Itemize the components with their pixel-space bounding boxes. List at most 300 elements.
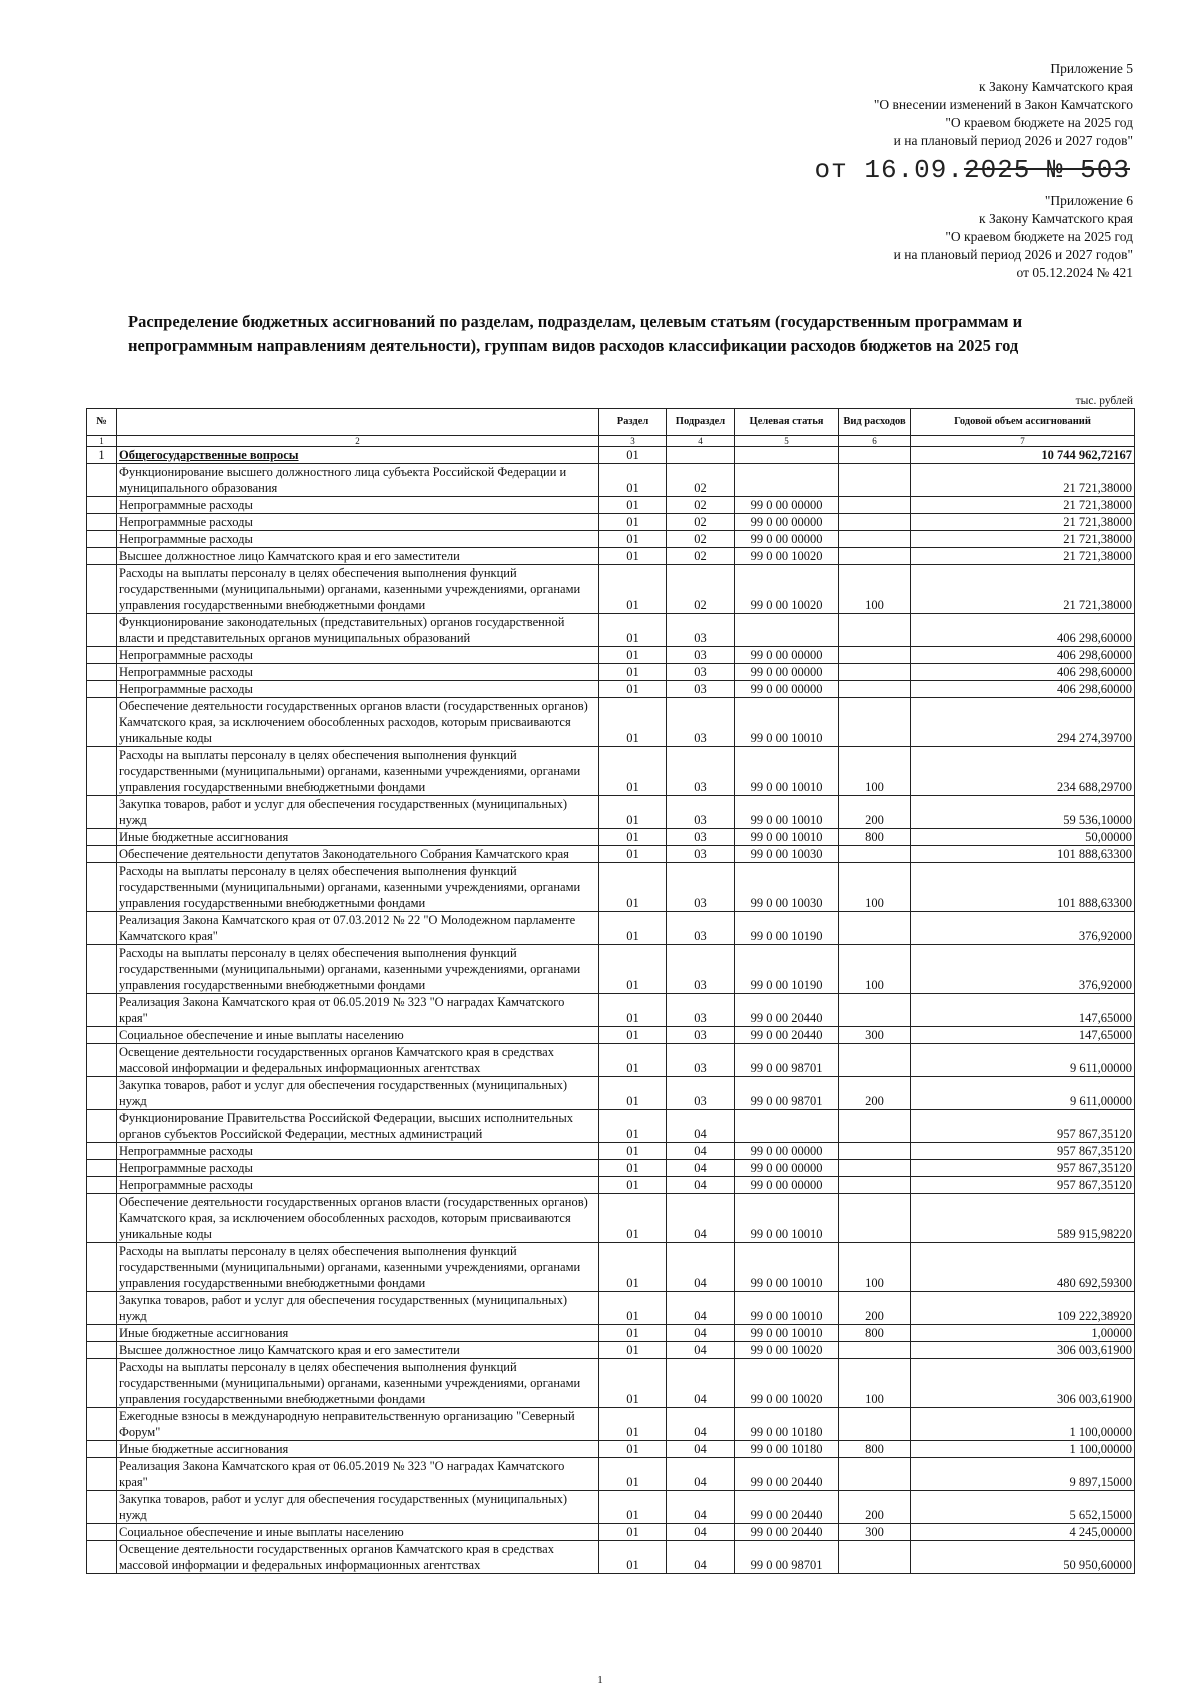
table-row <box>87 497 1135 514</box>
row-amount-cell: 21 721,38000 <box>911 464 1135 497</box>
header-line: к Закону Камчатского края <box>979 79 1133 94</box>
row-razdel-cell: 01 <box>599 1110 667 1143</box>
row-podrazdel-cell: 04 <box>667 1491 735 1524</box>
units-label: тыс. рублей <box>1075 395 1133 407</box>
row-number-cell <box>87 1359 117 1408</box>
row-number-cell <box>87 1027 117 1044</box>
index-cell: 4 <box>667 436 735 447</box>
row-name-cell: Непрограммные расходы <box>117 514 599 531</box>
row-vid-cell: 300 <box>839 1524 911 1541</box>
row-amount-cell: 957 867,35120 <box>911 1110 1135 1143</box>
table-row <box>87 747 1135 796</box>
row-number-cell <box>87 1292 117 1325</box>
row-razdel-cell: 01 <box>599 1044 667 1077</box>
row-vid-cell <box>839 514 911 531</box>
row-number-cell <box>87 565 117 614</box>
row-amount-cell: 9 897,15000 <box>911 1458 1135 1491</box>
budget-table-container <box>86 408 1134 1574</box>
row-name-cell: Расходы на выплаты персоналу в целях обеспечения выполнения функций государственными (муниципальными) органами, казенными учреждениями, органами управления государственными внебюджетными фондами <box>117 747 599 796</box>
row-statya-cell: 99 0 00 10010 <box>735 1194 839 1243</box>
row-amount-cell: 101 888,63300 <box>911 863 1135 912</box>
row-name-cell: Социальное обеспечение и иные выплаты населению <box>117 1524 599 1541</box>
row-statya-cell <box>735 447 839 464</box>
row-vid-cell: 800 <box>839 1441 911 1458</box>
table-row <box>87 698 1135 747</box>
row-vid-cell: 100 <box>839 863 911 912</box>
row-amount-cell: 1,00000 <box>911 1325 1135 1342</box>
row-number-cell <box>87 863 117 912</box>
row-razdel-cell: 01 <box>599 1458 667 1491</box>
row-amount-cell: 306 003,61900 <box>911 1342 1135 1359</box>
table-row <box>87 796 1135 829</box>
row-vid-cell: 300 <box>839 1027 911 1044</box>
row-name-cell: Иные бюджетные ассигнования <box>117 829 599 846</box>
row-statya-cell: 99 0 00 10030 <box>735 846 839 863</box>
row-podrazdel-cell: 03 <box>667 698 735 747</box>
row-statya-cell: 99 0 00 10010 <box>735 796 839 829</box>
table-row <box>87 1160 1135 1177</box>
row-podrazdel-cell: 04 <box>667 1243 735 1292</box>
row-razdel-cell: 01 <box>599 447 667 464</box>
row-statya-cell <box>735 464 839 497</box>
table-row <box>87 1177 1135 1194</box>
table-row <box>87 1044 1135 1077</box>
row-razdel-cell: 01 <box>599 1359 667 1408</box>
row-amount-cell: 406 298,60000 <box>911 647 1135 664</box>
row-name-cell: Общегосударственные вопросы <box>117 447 599 464</box>
row-vid-cell <box>839 1160 911 1177</box>
row-name-cell: Непрограммные расходы <box>117 1160 599 1177</box>
row-amount-cell: 480 692,59300 <box>911 1243 1135 1292</box>
row-razdel-cell: 01 <box>599 863 667 912</box>
row-statya-cell: 99 0 00 10020 <box>735 1359 839 1408</box>
row-amount-cell: 1 100,00000 <box>911 1408 1135 1441</box>
row-name-cell: Реализация Закона Камчатского края от 07.03.2012 № 22 "О Молодежном парламенте Камчатского края" <box>117 912 599 945</box>
row-vid-cell <box>839 447 911 464</box>
row-razdel-cell: 01 <box>599 994 667 1027</box>
row-podrazdel-cell: 03 <box>667 846 735 863</box>
table-row <box>87 829 1135 846</box>
index-cell: 5 <box>735 436 839 447</box>
index-cell: 7 <box>911 436 1135 447</box>
row-name-cell: Расходы на выплаты персоналу в целях обеспечения выполнения функций государственными (муниципальными) органами, казенными учреждениями, органами управления государственными внебюджетными фондами <box>117 1359 599 1408</box>
row-statya-cell: 99 0 00 10020 <box>735 548 839 565</box>
row-razdel-cell: 01 <box>599 1524 667 1541</box>
row-vid-cell: 200 <box>839 1077 911 1110</box>
row-name-cell: Обеспечение деятельности государственных органов власти (государственных органов) Камчатского края, за исключением обособленных расходов, которым присваиваются уникальные коды <box>117 698 599 747</box>
row-amount-cell: 21 721,38000 <box>911 514 1135 531</box>
row-razdel-cell: 01 <box>599 1143 667 1160</box>
table-row <box>87 1524 1135 1541</box>
row-vid-cell: 100 <box>839 945 911 994</box>
table-row <box>87 647 1135 664</box>
row-statya-cell: 99 0 00 98701 <box>735 1044 839 1077</box>
row-statya-cell: 99 0 00 00000 <box>735 1143 839 1160</box>
row-razdel-cell: 01 <box>599 647 667 664</box>
table-header-row <box>87 409 1135 436</box>
row-podrazdel-cell: 03 <box>667 1027 735 1044</box>
row-statya-cell: 99 0 00 20440 <box>735 1491 839 1524</box>
row-podrazdel-cell: 04 <box>667 1441 735 1458</box>
row-number-cell <box>87 1342 117 1359</box>
row-amount-cell: 294 274,39700 <box>911 698 1135 747</box>
row-razdel-cell: 01 <box>599 514 667 531</box>
row-statya-cell: 99 0 00 10190 <box>735 912 839 945</box>
row-razdel-cell: 01 <box>599 1441 667 1458</box>
table-row <box>87 1194 1135 1243</box>
row-razdel-cell: 01 <box>599 531 667 548</box>
row-statya-cell: 99 0 00 00000 <box>735 681 839 698</box>
row-vid-cell: 100 <box>839 565 911 614</box>
row-vid-cell <box>839 994 911 1027</box>
row-number-cell <box>87 647 117 664</box>
row-razdel-cell: 01 <box>599 846 667 863</box>
row-number-cell <box>87 829 117 846</box>
row-vid-cell <box>839 698 911 747</box>
row-number-cell <box>87 994 117 1027</box>
row-number-cell <box>87 846 117 863</box>
row-amount-cell: 21 721,38000 <box>911 548 1135 565</box>
table-row <box>87 863 1135 912</box>
row-number-cell <box>87 1110 117 1143</box>
row-podrazdel-cell: 04 <box>667 1342 735 1359</box>
row-name-cell: Обеспечение деятельности депутатов Законодательного Собрания Камчатского края <box>117 846 599 863</box>
index-cell: 2 <box>117 436 599 447</box>
row-statya-cell: 99 0 00 10010 <box>735 1243 839 1292</box>
row-razdel-cell: 01 <box>599 1325 667 1342</box>
row-name-cell: Функционирование высшего должностного лица субъекта Российской Федерации и муниципального образования <box>117 464 599 497</box>
row-amount-cell: 406 298,60000 <box>911 614 1135 647</box>
table-body <box>87 447 1135 1574</box>
row-name-cell: Непрограммные расходы <box>117 497 599 514</box>
row-vid-cell: 800 <box>839 1325 911 1342</box>
budget-table <box>86 408 1135 1574</box>
table-row <box>87 1408 1135 1441</box>
row-amount-cell: 589 915,98220 <box>911 1194 1135 1243</box>
row-name-cell: Закупка товаров, работ и услуг для обеспечения государственных (муниципальных) нужд <box>117 1491 599 1524</box>
row-number-cell <box>87 1143 117 1160</box>
row-amount-cell: 306 003,61900 <box>911 1359 1135 1408</box>
row-number-cell <box>87 464 117 497</box>
table-row <box>87 614 1135 647</box>
row-number-cell <box>87 747 117 796</box>
row-number-cell <box>87 1524 117 1541</box>
row-amount-cell: 21 721,38000 <box>911 565 1135 614</box>
row-podrazdel-cell: 02 <box>667 531 735 548</box>
header-line: "О краевом бюджете на 2025 год <box>945 115 1133 130</box>
row-razdel-cell: 01 <box>599 664 667 681</box>
row-podrazdel-cell: 03 <box>667 863 735 912</box>
row-vid-cell: 200 <box>839 796 911 829</box>
row-statya-cell: 99 0 00 20440 <box>735 994 839 1027</box>
row-podrazdel-cell: 03 <box>667 614 735 647</box>
row-amount-cell: 406 298,60000 <box>911 664 1135 681</box>
header-line: и на плановый период 2026 и 2027 годов" <box>893 133 1133 148</box>
row-number-cell <box>87 1458 117 1491</box>
registration-stamp <box>815 155 1130 185</box>
row-name-cell: Высшее должностное лицо Камчатского края и его заместители <box>117 548 599 565</box>
row-razdel-cell: 01 <box>599 1027 667 1044</box>
row-statya-cell: 99 0 00 10010 <box>735 829 839 846</box>
row-podrazdel-cell: 04 <box>667 1143 735 1160</box>
stamp-date: от 16.09. <box>814 155 964 185</box>
row-number-cell <box>87 698 117 747</box>
row-statya-cell: 99 0 00 10010 <box>735 1292 839 1325</box>
row-statya-cell: 99 0 00 10030 <box>735 863 839 912</box>
row-amount-cell: 406 298,60000 <box>911 681 1135 698</box>
row-amount-cell: 147,65000 <box>911 994 1135 1027</box>
row-razdel-cell: 01 <box>599 796 667 829</box>
row-number-cell <box>87 912 117 945</box>
row-number-cell <box>87 1077 117 1110</box>
row-podrazdel-cell: 03 <box>667 829 735 846</box>
row-podrazdel-cell: 04 <box>667 1541 735 1574</box>
row-podrazdel-cell: 03 <box>667 747 735 796</box>
row-vid-cell <box>839 1541 911 1574</box>
row-name-cell: Закупка товаров, работ и услуг для обеспечения государственных (муниципальных) нужд <box>117 1292 599 1325</box>
row-vid-cell: 800 <box>839 829 911 846</box>
index-cell: 1 <box>87 436 117 447</box>
row-statya-cell: 99 0 00 10190 <box>735 945 839 994</box>
row-name-cell: Освещение деятельности государственных органов Камчатского края в средствах массовой информации и федеральных информационных агентствах <box>117 1044 599 1077</box>
row-podrazdel-cell: 03 <box>667 647 735 664</box>
appendix-6-header <box>894 192 1133 282</box>
row-razdel-cell: 01 <box>599 1077 667 1110</box>
row-number-cell <box>87 1243 117 1292</box>
row-number-cell <box>87 796 117 829</box>
row-podrazdel-cell: 04 <box>667 1194 735 1243</box>
row-amount-cell: 4 245,00000 <box>911 1524 1135 1541</box>
row-number-cell <box>87 548 117 565</box>
header-amount: Годовой объем ассигнований <box>911 409 1135 436</box>
header-razdel: Раздел <box>599 409 667 436</box>
row-statya-cell: 99 0 00 00000 <box>735 1160 839 1177</box>
row-statya-cell: 99 0 00 98701 <box>735 1077 839 1110</box>
table-row <box>87 681 1135 698</box>
row-name-cell: Расходы на выплаты персоналу в целях обеспечения выполнения функций государственными (муниципальными) органами, казенными учреждениями, органами управления государственными внебюджетными фондами <box>117 565 599 614</box>
row-amount-cell: 109 222,38920 <box>911 1292 1135 1325</box>
table-row <box>87 1143 1135 1160</box>
row-podrazdel-cell: 04 <box>667 1110 735 1143</box>
row-amount-cell: 10 744 962,72167 <box>911 447 1135 464</box>
row-razdel-cell: 01 <box>599 698 667 747</box>
row-amount-cell: 234 688,29700 <box>911 747 1135 796</box>
table-row <box>87 447 1135 464</box>
row-amount-cell: 957 867,35120 <box>911 1143 1135 1160</box>
row-statya-cell: 99 0 00 00000 <box>735 647 839 664</box>
row-amount-cell: 376,92000 <box>911 912 1135 945</box>
row-amount-cell: 21 721,38000 <box>911 497 1135 514</box>
row-amount-cell: 957 867,35120 <box>911 1177 1135 1194</box>
row-vid-cell <box>839 1194 911 1243</box>
page-number: 1 <box>597 1674 603 1686</box>
row-vid-cell <box>839 664 911 681</box>
row-name-cell: Расходы на выплаты персоналу в целях обеспечения выполнения функций государственными (муниципальными) органами, казенными учреждениями, органами управления государственными внебюджетными фондами <box>117 945 599 994</box>
table-row <box>87 1292 1135 1325</box>
row-razdel-cell: 01 <box>599 681 667 698</box>
table-row <box>87 1325 1135 1342</box>
row-podrazdel-cell: 02 <box>667 514 735 531</box>
row-vid-cell <box>839 464 911 497</box>
row-razdel-cell: 01 <box>599 565 667 614</box>
row-razdel-cell: 01 <box>599 747 667 796</box>
row-amount-cell: 957 867,35120 <box>911 1160 1135 1177</box>
header-line: "О внесении изменений в Закон Камчатского <box>873 97 1133 112</box>
row-number-cell <box>87 514 117 531</box>
row-podrazdel-cell: 04 <box>667 1325 735 1342</box>
row-statya-cell: 99 0 00 10180 <box>735 1408 839 1441</box>
row-podrazdel-cell: 04 <box>667 1359 735 1408</box>
table-row <box>87 1077 1135 1110</box>
row-vid-cell <box>839 1342 911 1359</box>
row-name-cell: Социальное обеспечение и иные выплаты населению <box>117 1027 599 1044</box>
row-vid-cell <box>839 548 911 565</box>
row-razdel-cell: 01 <box>599 1292 667 1325</box>
row-razdel-cell: 01 <box>599 829 667 846</box>
table-row <box>87 1441 1135 1458</box>
row-amount-cell: 50 950,60000 <box>911 1541 1135 1574</box>
row-statya-cell <box>735 1110 839 1143</box>
row-statya-cell: 99 0 00 10010 <box>735 747 839 796</box>
document-title: Распределение бюджетных ассигнований по разделам, подразделам, целевым статьям (государственным программам и непрограммным направлениям деятельности), группам видов расходов классификации расходов бюджетов на 2025 год <box>128 312 1023 355</box>
row-razdel-cell: 01 <box>599 912 667 945</box>
table-row <box>87 994 1135 1027</box>
row-podrazdel-cell: 03 <box>667 1044 735 1077</box>
row-podrazdel-cell: 03 <box>667 1077 735 1110</box>
row-podrazdel-cell: 03 <box>667 664 735 681</box>
row-amount-cell: 1 100,00000 <box>911 1441 1135 1458</box>
row-number-cell <box>87 531 117 548</box>
row-podrazdel-cell: 04 <box>667 1292 735 1325</box>
row-razdel-cell: 01 <box>599 1342 667 1359</box>
row-podrazdel-cell: 03 <box>667 681 735 698</box>
header-line: от 05.12.2024 № 421 <box>1016 265 1133 280</box>
row-vid-cell <box>839 1177 911 1194</box>
row-number-cell <box>87 614 117 647</box>
row-razdel-cell: 01 <box>599 1160 667 1177</box>
table-row <box>87 1491 1135 1524</box>
row-statya-cell: 99 0 00 00000 <box>735 497 839 514</box>
row-number-cell <box>87 1194 117 1243</box>
stamp-number: 2025 № 503 <box>963 155 1130 185</box>
table-row <box>87 1110 1135 1143</box>
row-statya-cell: 99 0 00 20440 <box>735 1524 839 1541</box>
row-vid-cell <box>839 912 911 945</box>
row-podrazdel-cell: 02 <box>667 497 735 514</box>
row-number-cell <box>87 1044 117 1077</box>
header-name <box>117 409 599 436</box>
row-razdel-cell: 01 <box>599 1177 667 1194</box>
row-amount-cell: 147,65000 <box>911 1027 1135 1044</box>
header-line: к Закону Камчатского края <box>979 211 1133 226</box>
row-number-cell <box>87 497 117 514</box>
row-amount-cell: 9 611,00000 <box>911 1044 1135 1077</box>
row-amount-cell: 21 721,38000 <box>911 531 1135 548</box>
table-row <box>87 565 1135 614</box>
row-name-cell: Ежегодные взносы в международную неправительственную организацию "Северный Форум" <box>117 1408 599 1441</box>
row-name-cell: Непрограммные расходы <box>117 531 599 548</box>
row-vid-cell <box>839 614 911 647</box>
header-line: "Приложение 6 <box>1044 193 1133 208</box>
row-vid-cell <box>839 531 911 548</box>
table-row <box>87 945 1135 994</box>
row-vid-cell: 100 <box>839 1243 911 1292</box>
row-amount-cell: 376,92000 <box>911 945 1135 994</box>
row-statya-cell: 99 0 00 10020 <box>735 565 839 614</box>
row-podrazdel-cell: 03 <box>667 912 735 945</box>
table-row <box>87 1027 1135 1044</box>
row-number-cell <box>87 1541 117 1574</box>
row-name-cell: Непрограммные расходы <box>117 1143 599 1160</box>
table-row <box>87 664 1135 681</box>
row-vid-cell: 200 <box>839 1292 911 1325</box>
row-podrazdel-cell: 02 <box>667 565 735 614</box>
row-statya-cell: 99 0 00 00000 <box>735 531 839 548</box>
row-number-cell <box>87 1160 117 1177</box>
row-name-cell: Освещение деятельности государственных органов Камчатского края в средствах массовой информации и федеральных информационных агентствах <box>117 1541 599 1574</box>
row-podrazdel-cell: 03 <box>667 994 735 1027</box>
row-statya-cell: 99 0 00 10010 <box>735 1325 839 1342</box>
table-row <box>87 514 1135 531</box>
header-podrazdel: Подраздел <box>667 409 735 436</box>
table-row <box>87 912 1135 945</box>
row-statya-cell: 99 0 00 20440 <box>735 1458 839 1491</box>
row-amount-cell: 5 652,15000 <box>911 1491 1135 1524</box>
row-podrazdel-cell: 02 <box>667 548 735 565</box>
table-row <box>87 548 1135 565</box>
row-razdel-cell: 01 <box>599 464 667 497</box>
row-statya-cell: 99 0 00 10180 <box>735 1441 839 1458</box>
row-podrazdel-cell: 04 <box>667 1408 735 1441</box>
row-vid-cell <box>839 1408 911 1441</box>
row-number-cell <box>87 945 117 994</box>
row-razdel-cell: 01 <box>599 1408 667 1441</box>
row-name-cell: Непрограммные расходы <box>117 681 599 698</box>
row-number-cell <box>87 1441 117 1458</box>
row-razdel-cell: 01 <box>599 1243 667 1292</box>
table-row <box>87 1541 1135 1574</box>
row-razdel-cell: 01 <box>599 1541 667 1574</box>
row-number-cell <box>87 1408 117 1441</box>
row-name-cell: Закупка товаров, работ и услуг для обеспечения государственных (муниципальных) нужд <box>117 1077 599 1110</box>
row-vid-cell: 100 <box>839 1359 911 1408</box>
row-name-cell: Иные бюджетные ассигнования <box>117 1441 599 1458</box>
header-line: и на плановый период 2026 и 2027 годов" <box>893 247 1133 262</box>
row-amount-cell: 59 536,10000 <box>911 796 1135 829</box>
row-statya-cell: 99 0 00 10010 <box>735 698 839 747</box>
row-number-cell <box>87 1177 117 1194</box>
row-amount-cell: 101 888,63300 <box>911 846 1135 863</box>
row-name-cell: Непрограммные расходы <box>117 647 599 664</box>
table-index-row <box>87 436 1135 447</box>
row-name-cell: Реализация Закона Камчатского края от 06.05.2019 № 323 "О наградах Камчатского края" <box>117 1458 599 1491</box>
row-number-cell <box>87 664 117 681</box>
row-podrazdel-cell: 03 <box>667 796 735 829</box>
row-vid-cell: 100 <box>839 747 911 796</box>
header-vid: Вид расходов <box>839 409 911 436</box>
table-row <box>87 464 1135 497</box>
row-number-cell <box>87 1325 117 1342</box>
row-razdel-cell: 01 <box>599 945 667 994</box>
appendix-5-header <box>874 60 1133 150</box>
row-vid-cell <box>839 1044 911 1077</box>
row-statya-cell: 99 0 00 20440 <box>735 1027 839 1044</box>
row-podrazdel-cell: 04 <box>667 1160 735 1177</box>
row-name-cell: Расходы на выплаты персоналу в целях обеспечения выполнения функций государственными (муниципальными) органами, казенными учреждениями, органами управления государственными внебюджетными фондами <box>117 863 599 912</box>
table-row <box>87 531 1135 548</box>
row-podrazdel-cell: 02 <box>667 464 735 497</box>
row-vid-cell <box>839 1458 911 1491</box>
